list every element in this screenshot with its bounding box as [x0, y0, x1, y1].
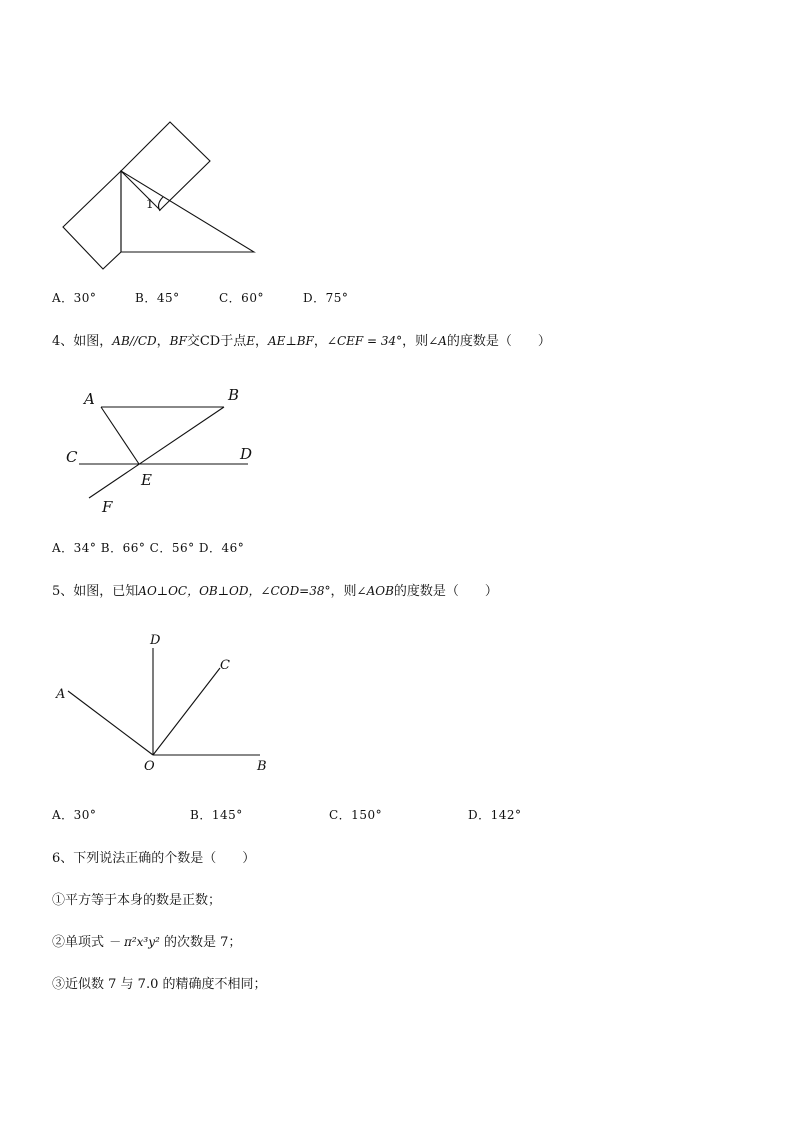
q5-angle-aob: ∠AOB	[356, 584, 394, 598]
q4-bf: BF	[169, 334, 187, 348]
q4-options: A．34° B．66° C．56° D．46°	[52, 541, 245, 555]
q6-statement-3: ③近似数 7 与 7.0 的精确度不相同；	[52, 977, 267, 992]
q6-s2-expression: － π²x³y²	[108, 935, 160, 949]
q5-label-o: O	[144, 759, 155, 774]
q5-option-a: A．30°	[52, 808, 97, 822]
q4-sep2: ，	[255, 334, 269, 349]
q4-t3: ，则	[402, 334, 429, 349]
q5-option-c: C．150°	[329, 808, 383, 822]
q5-ray-oc	[153, 668, 220, 755]
q4-t1: 交	[186, 334, 200, 349]
q4-ab-cd: AB//CD	[112, 334, 157, 348]
q4-line-ae	[101, 407, 139, 464]
q4-label-d: D	[240, 445, 253, 463]
q5-label-d: D	[150, 633, 161, 648]
q5-ray-oa	[68, 691, 153, 755]
q4-label-f: F	[102, 498, 113, 516]
q4-t4: 的度数是（ ）	[446, 334, 551, 349]
q3-upper-square	[121, 122, 210, 210]
q4-label-b: B	[228, 386, 240, 404]
q3-figure	[55, 115, 315, 275]
q6-title: 6、下列说法正确的个数是（ ）	[52, 851, 256, 866]
q5-number: 5、如图，已知	[52, 584, 139, 599]
q6-s2-suffix: 的次数是 7；	[163, 935, 242, 950]
q5-option-b: B．145°	[190, 808, 243, 822]
q3-angle-label: 1	[146, 197, 154, 211]
q4-sep3: ，	[313, 334, 327, 349]
q6-statement-1: ①平方等于本身的数是正数；	[52, 893, 222, 908]
q5-label-c: C	[220, 658, 230, 673]
q4-figure	[60, 380, 280, 520]
q4-label-a: A	[84, 390, 95, 408]
q3-option-d: D．75°	[303, 291, 349, 305]
q4-angle-a: ∠A	[428, 334, 447, 348]
q6-s2-prefix: ②单项式	[52, 935, 105, 950]
q4-t2: 于点	[220, 334, 247, 349]
q5-conditions: AO⊥OC，OB⊥OD，∠COD=38°	[138, 584, 331, 598]
q3-option-a: A．30°	[52, 291, 97, 305]
q5-option-d: D．142°	[468, 808, 522, 822]
q5-stem	[52, 580, 498, 599]
q4-cef: ∠CEF = 34°	[326, 334, 403, 348]
q5-t1: ，则	[330, 584, 357, 599]
q5-figure	[50, 628, 290, 778]
q4-sep1: ，	[156, 334, 170, 349]
q3-option-c: C．60°	[219, 291, 264, 305]
q4-label-c: C	[66, 448, 78, 466]
q3-option-b: B．45°	[135, 291, 180, 305]
q4-stem	[52, 330, 551, 349]
q4-ae-bf: AE⊥BF	[268, 334, 314, 348]
q4-line-bf	[89, 407, 224, 498]
q6-statement-2	[52, 931, 241, 950]
q4-cd: CD	[199, 334, 221, 349]
q5-label-a: A	[56, 687, 66, 702]
q3-lower-square	[63, 171, 121, 269]
q5-label-b: B	[257, 759, 267, 774]
q4-e: E	[246, 334, 255, 348]
q4-number: 4、如图，	[52, 334, 113, 349]
q5-t2: 的度数是（ ）	[393, 584, 498, 599]
q4-label-e: E	[141, 471, 152, 489]
